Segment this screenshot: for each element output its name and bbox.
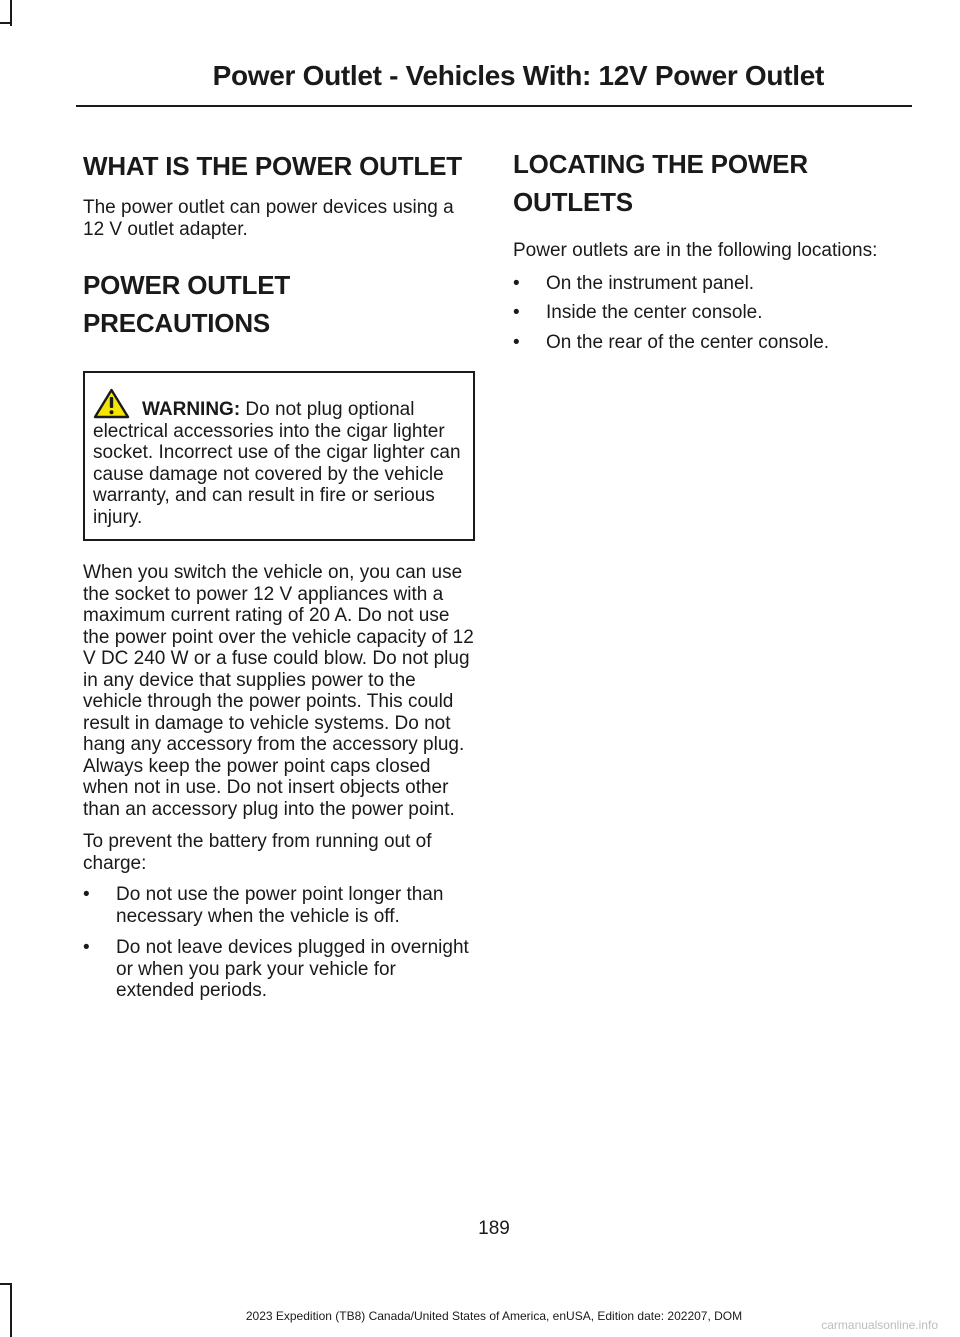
warning-box xyxy=(83,371,475,541)
heading-line-1: POWER OUTLET xyxy=(83,270,291,300)
bullet: • xyxy=(83,937,90,958)
watermark: carmanualsonline.info xyxy=(821,1318,938,1332)
heading-line-1: LOCATING THE POWER xyxy=(513,149,808,179)
bullet: • xyxy=(513,272,520,294)
battery-paragraph: To prevent the battery from running out of charge: xyxy=(83,831,432,874)
locations-list xyxy=(513,273,908,354)
battery-tips-list xyxy=(83,884,475,1002)
list-item xyxy=(513,302,908,324)
heading-line-2: PRECAUTIONS xyxy=(83,308,271,338)
heading-power-outlet-precautions xyxy=(83,270,475,338)
list-item-text: Inside the center console. xyxy=(546,302,763,323)
list-item xyxy=(513,273,908,295)
locations-paragraph: Power outlets are in the following locations: xyxy=(513,240,878,261)
right-column xyxy=(513,140,908,361)
heading-what-is-power-outlet: WHAT IS THE POWER OUTLET xyxy=(83,151,462,181)
usage-paragraph: When you switch the vehicle on, you can use the socket to power 12 V appliances with a maximum current rating of 20 A. Do not use the power point over the vehicle capacity of 12 V DC 240 W or a fuse could blow. Do not plug in any device that supplies power to the vehicle through the power points. This could result in damage to vehicle systems. Do not hang any accessory from the accessory plug. Always keep the power point caps closed when not in use. Do not insert objects other than an accessory plug into the power point. xyxy=(83,562,474,820)
page-number: 189 xyxy=(478,1218,510,1239)
left-column xyxy=(83,140,475,1012)
crop-mark-top-left-h xyxy=(0,22,12,24)
bullet: • xyxy=(83,884,90,905)
warning-text: Do not plug optional electrical accessories into the cigar lighter socket. Incorrect use of the cigar lighter can cause damage not covered by the vehicle warranty, and can result in fire or serious injury. xyxy=(93,399,461,528)
list-item-text: Do not leave devices plugged in overnight or when you park your vehicle for extended periods. xyxy=(116,937,469,1001)
list-item xyxy=(83,937,475,1002)
heading-line-2: OUTLETS xyxy=(513,187,633,217)
heading-locating-power-outlets xyxy=(513,148,908,218)
warning-triangle-icon xyxy=(93,388,130,419)
warning-label: WARNING: xyxy=(142,399,241,420)
bullet: • xyxy=(513,302,520,323)
page-header-title: Power Outlet - Vehicles With: 12V Power Outlet xyxy=(212,60,824,91)
list-item-text: On the instrument panel. xyxy=(546,272,755,294)
list-item-text: On the rear of the center console. xyxy=(546,331,830,353)
list-item xyxy=(83,884,475,927)
footer-edition-info: 2023 Expedition (TB8) Canada/United States of America, enUSA, Edition date: 202207, DOM xyxy=(245,1309,743,1323)
header-rule xyxy=(76,105,912,107)
list-item-text: Do not use the power point longer than necessary when the vehicle is off. xyxy=(116,884,444,927)
intro-paragraph: The power outlet can power devices using a 12 V outlet adapter. xyxy=(83,197,454,240)
list-item xyxy=(513,332,908,354)
bullet: • xyxy=(513,331,520,353)
crop-mark-bottom-left-h xyxy=(0,1283,12,1285)
